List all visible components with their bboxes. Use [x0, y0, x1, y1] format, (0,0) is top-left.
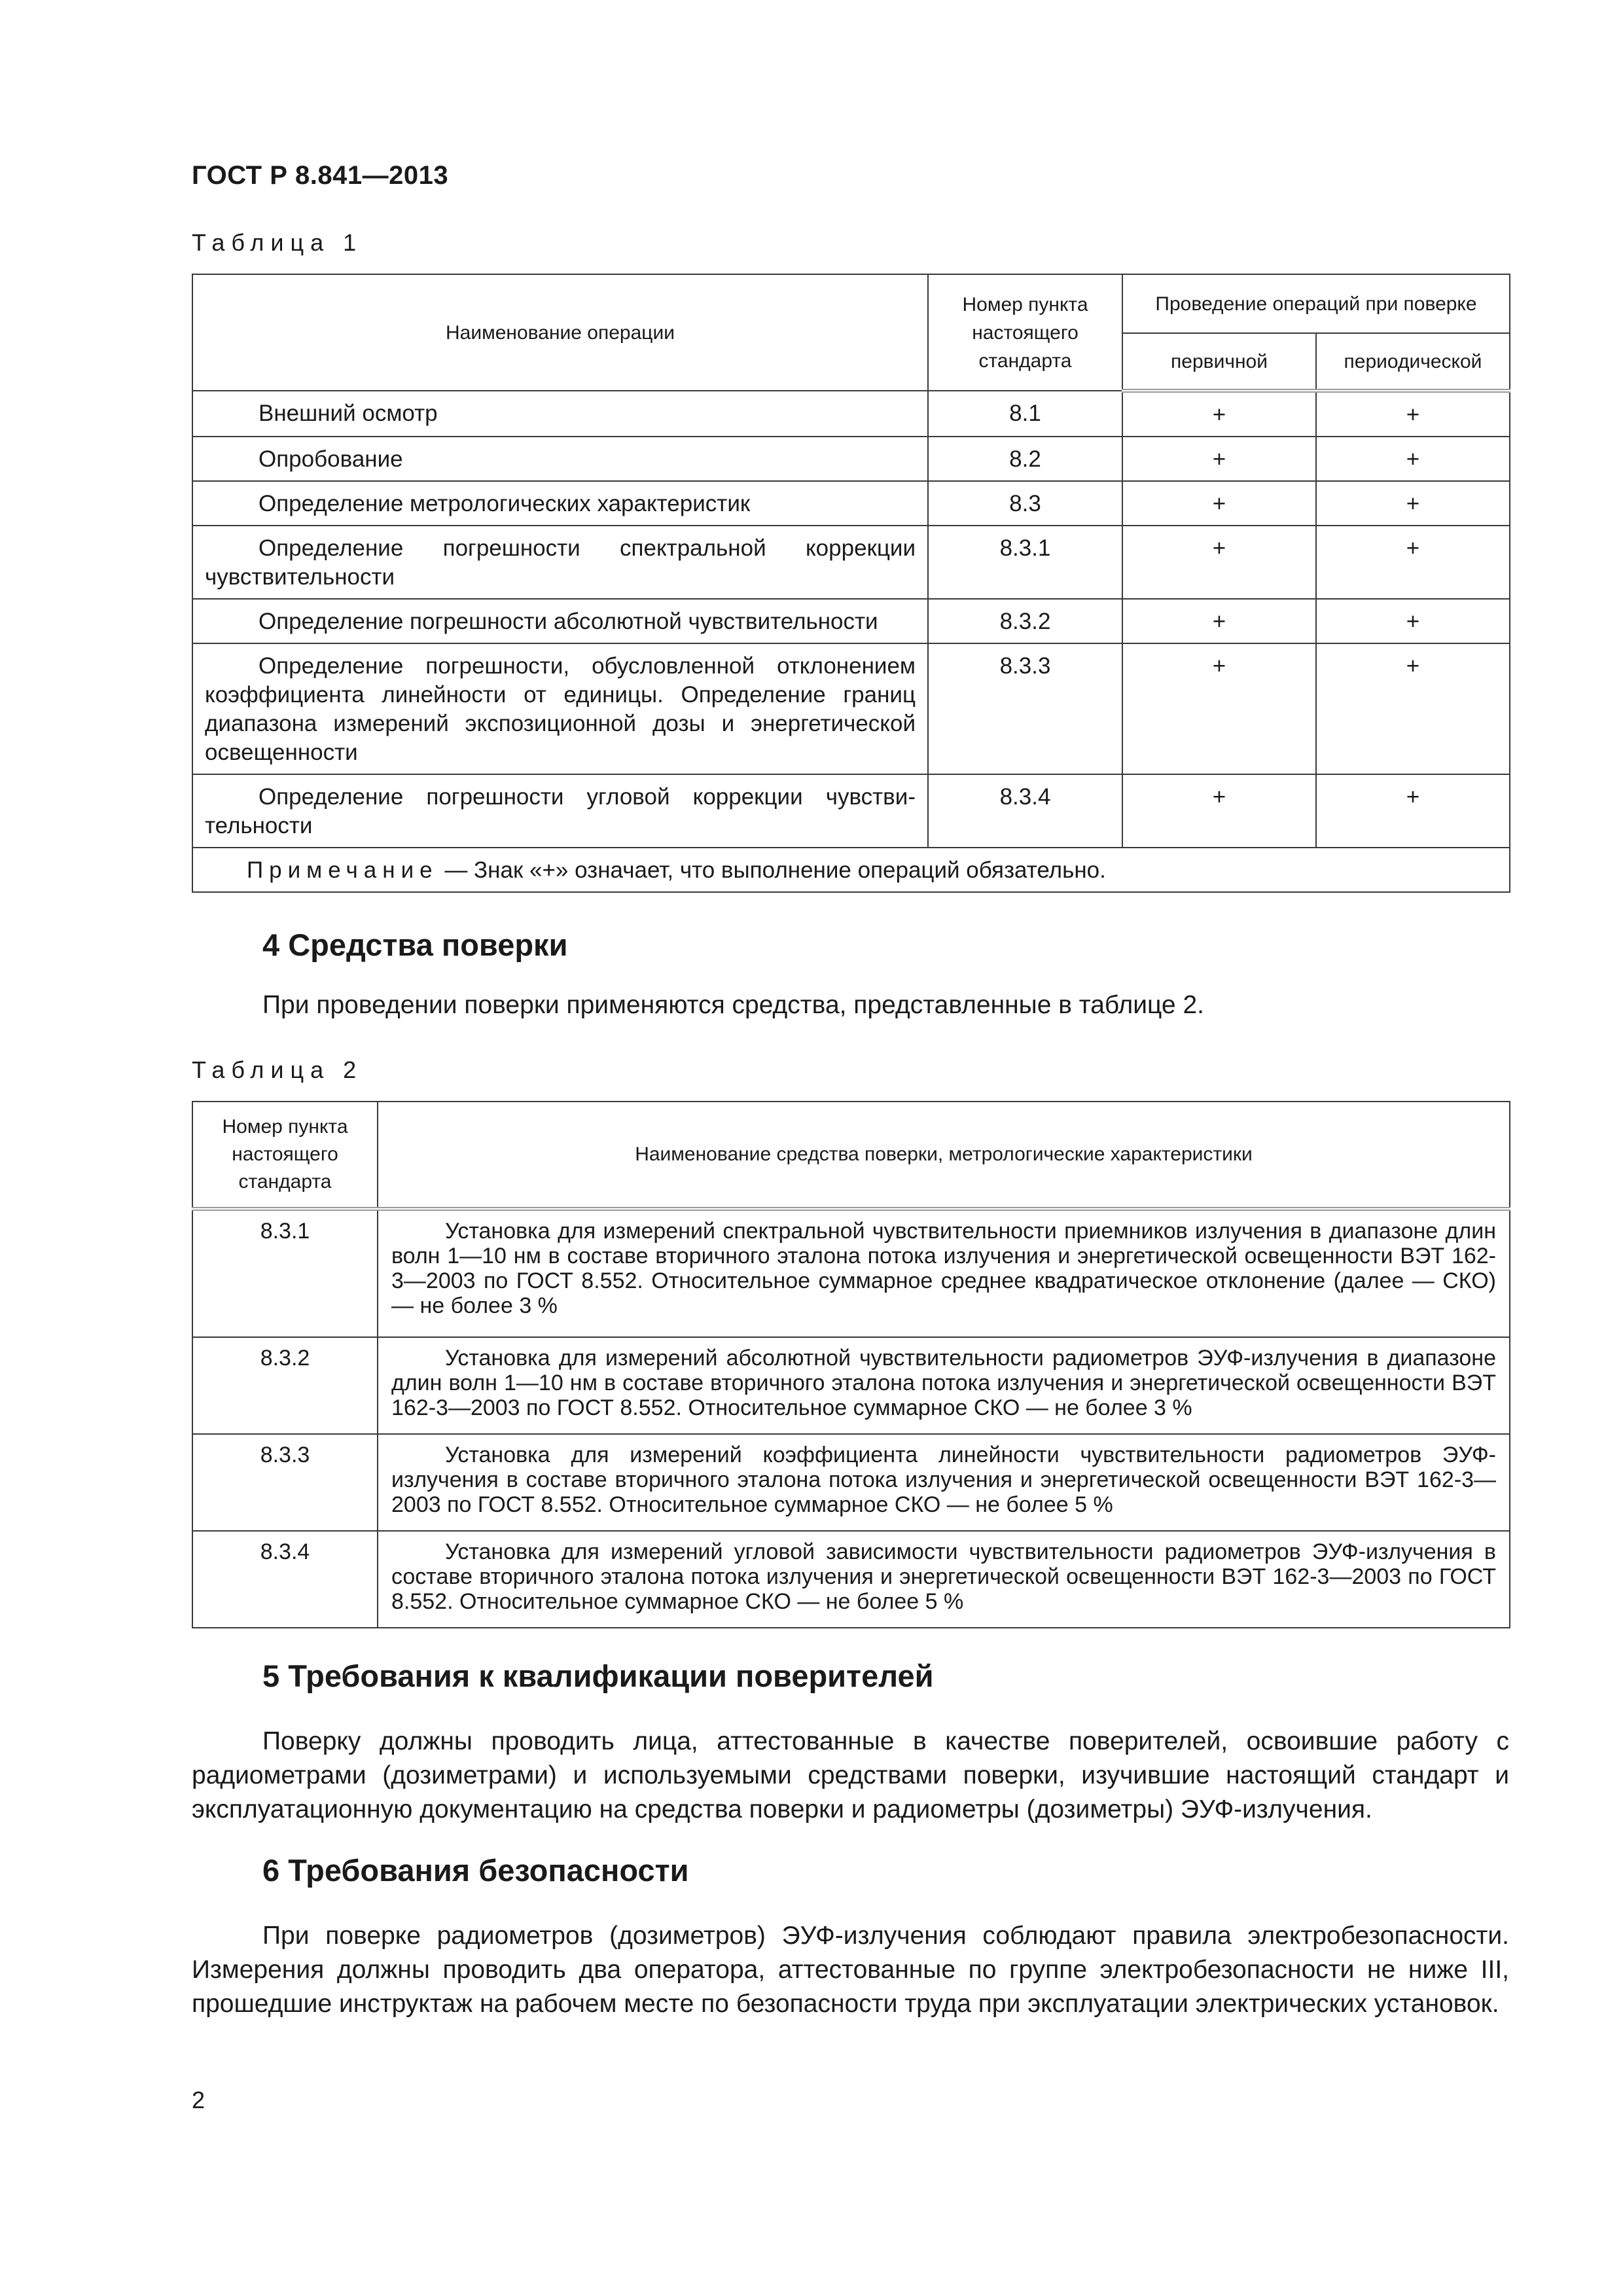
periodic-mark: + — [1316, 643, 1510, 774]
note-label: Примечание — [247, 857, 438, 883]
operation-name: Определение погрешности, обусловленной отклонением коэффициента линейности от единицы. Определение границ диапазона измерений экспозиционной дозы и энергетической освещенности — [192, 643, 928, 774]
col-clause-number: Номер пункта настоящего стандарта — [928, 274, 1122, 391]
col-means-description: Наименование средства поверки, метрологические характеристики — [378, 1102, 1510, 1209]
section-4-text: При проведении поверки применяются средства, представленные в таблице 2. — [262, 991, 1204, 1019]
table-row — [192, 391, 1510, 437]
note-text: — Знак «+» означает, что выполнение операций обязательно. — [438, 857, 1106, 883]
operations-table — [192, 274, 1510, 893]
means-description: Установка для измерений угловой зависимости чувствительности радиометров ЭУФ-излучения в составе вторичного эталона потока излучения и энергетической освещенности ВЭТ 162-3—2003 по ГОСТ 8.552. Относительное суммарное СКО — не более 5 % — [378, 1531, 1510, 1628]
periodic-mark: + — [1316, 481, 1510, 526]
primary-mark: + — [1122, 391, 1316, 437]
means-description: Установка для измерений абсолютной чувствительности радиометров ЭУФ-излучения в диапазоне длин волн 1—10 нм в составе вторичного эталона потока излучения и энергетической освещенности ВЭТ 162-3—2003 по ГОСТ 8.552. Относительное суммарное СКО — не более 3 % — [378, 1337, 1510, 1434]
clause-number: 8.3.3 — [192, 1434, 378, 1531]
table-row — [192, 1531, 1510, 1628]
col-verification-group: Проведение операций при поверке — [1122, 274, 1510, 333]
col-periodic: периодической — [1316, 333, 1510, 391]
clause-number: 8.2 — [928, 437, 1122, 481]
operation-name: Внешний осмотр — [192, 391, 928, 437]
means-description: Установка для измерений спектральной чувствительности приемников излучения в диапазоне длин волн 1—10 нм в составе вторичного эталона потока излучения и энергетической освещенности ВЭТ 162-3—2003 по ГОСТ 8.552. Относительное суммарное среднее квадратическое отклонение (далее — СКО) — не более 3 % — [378, 1209, 1510, 1337]
primary-mark: + — [1122, 526, 1316, 599]
table-row — [192, 481, 1510, 526]
clause-number: 8.3.2 — [192, 1337, 378, 1434]
periodic-mark: + — [1316, 437, 1510, 481]
table-row — [192, 599, 1510, 643]
clause-number: 8.3.1 — [192, 1209, 378, 1337]
table-row — [192, 774, 1510, 848]
table2-caption: Таблица 2 — [192, 1056, 363, 1083]
clause-number: 8.3.4 — [192, 1531, 378, 1628]
standard-header: ГОСТ Р 8.841—2013 — [192, 161, 449, 190]
section-5-text: Поверку должны проводить лица, аттестованные в качестве поверителей, освоившие работу с радиометрами (дозиметрами) и используемыми средствами поверки, изучившие настоящий стандарт и эксплуатационную документацию на средства поверки и радиометры (дозиметры) ЭУФ-излучения. — [192, 1727, 1509, 1823]
periodic-mark: + — [1316, 774, 1510, 848]
table-row — [192, 437, 1510, 481]
clause-number: 8.3.3 — [928, 643, 1122, 774]
table1-caption: Таблица 1 — [192, 229, 363, 256]
section-5-title: 5 Требования к квалификации поверителей — [262, 1659, 934, 1693]
operation-name: Определение погрешности абсолютной чувствительности — [192, 599, 928, 643]
table-row — [192, 1434, 1510, 1531]
periodic-mark: + — [1316, 526, 1510, 599]
table-note — [192, 848, 1510, 892]
table-note-row — [192, 848, 1510, 892]
primary-mark: + — [1122, 481, 1316, 526]
means-description: Установка для измерений коэффициента линейности чувствительности радиометров ЭУФ-излучения в составе вторичного эталона потока излучения и энергетической освещенности ВЭТ 162-3—2003 по ГОСТ 8.552. Относительное суммарное СКО — не более 5 % — [378, 1434, 1510, 1531]
periodic-mark: + — [1316, 599, 1510, 643]
section-6-text: При поверке радиометров (дозиметров) ЭУФ-излучения соблюдают правила электробезопасности. Измерения должны проводить два оператора, аттестованные по группе электробезопасности не ниже III, прошедшие инструктаж на рабочем месте по безопасности труда при эксплуатации электрических установок. — [192, 1922, 1509, 2018]
operation-name: Определение погрешности спектральной коррекции чувствительности — [192, 526, 928, 599]
section-6-title: 6 Требования безопасности — [262, 1853, 689, 1888]
section-4-title: 4 Средства поверки — [262, 927, 568, 962]
col-clause-number: Номер пункта настоящего стандарта — [192, 1102, 378, 1209]
primary-mark: + — [1122, 437, 1316, 481]
verification-means-table — [192, 1101, 1510, 1628]
table-row — [192, 643, 1510, 774]
clause-number: 8.3 — [928, 481, 1122, 526]
primary-mark: + — [1122, 599, 1316, 643]
operation-name: Определение погрешности угловой коррекции чувствительности — [192, 774, 928, 848]
page-number: 2 — [192, 2087, 205, 2113]
clause-number: 8.3.2 — [928, 599, 1122, 643]
table-row — [192, 526, 1510, 599]
periodic-mark: + — [1316, 391, 1510, 437]
clause-number: 8.3.4 — [928, 774, 1122, 848]
table-row — [192, 1337, 1510, 1434]
col-operation-name: Наименование операции — [192, 274, 928, 391]
operation-name: Определение метрологических характеристик — [192, 481, 928, 526]
primary-mark: + — [1122, 643, 1316, 774]
col-primary: первичной — [1122, 333, 1316, 391]
operation-name: Опробование — [192, 437, 928, 481]
table-row — [192, 1209, 1510, 1337]
clause-number: 8.3.1 — [928, 526, 1122, 599]
primary-mark: + — [1122, 774, 1316, 848]
clause-number: 8.1 — [928, 391, 1122, 437]
